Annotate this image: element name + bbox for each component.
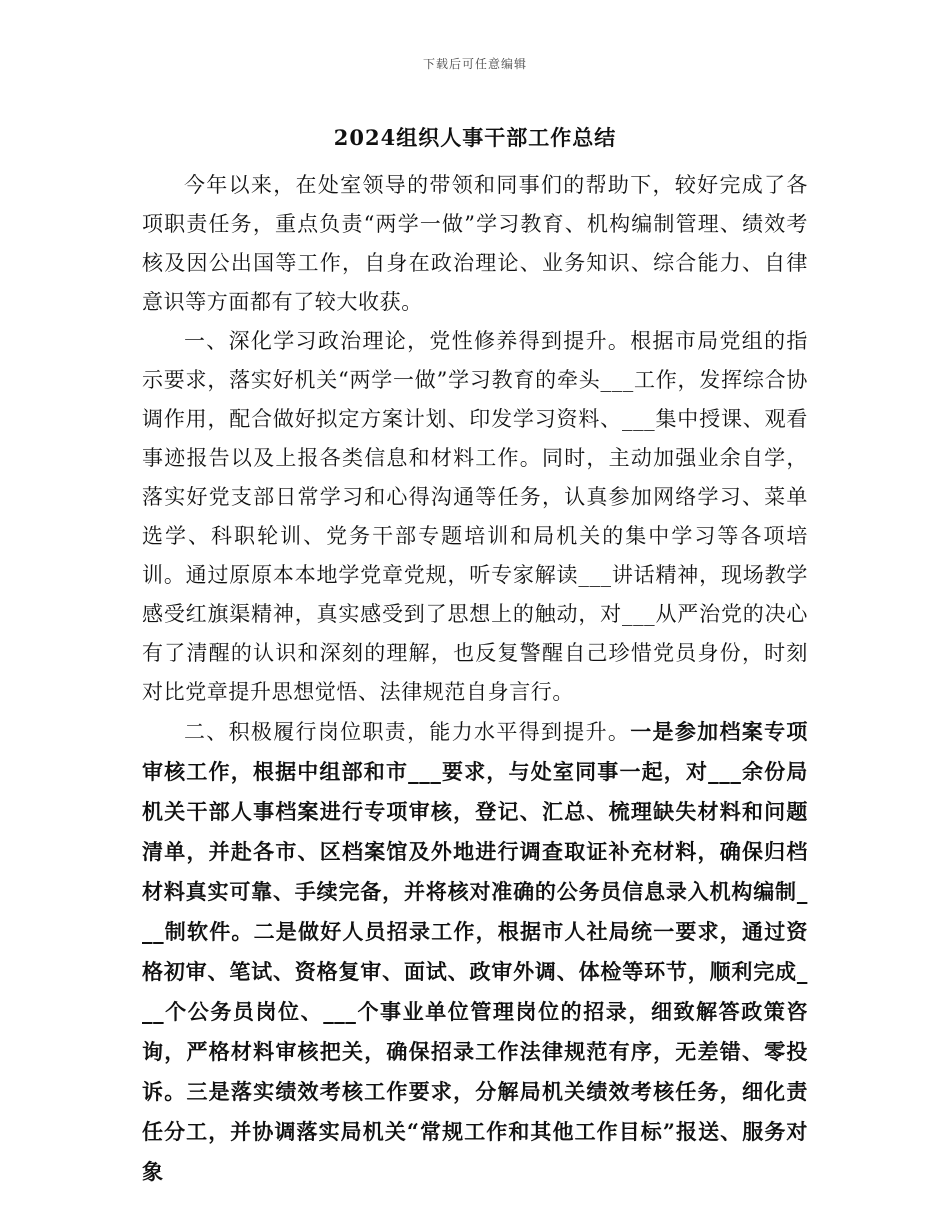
document-body <box>142 166 808 1192</box>
section-two-lead: 二、积极履行岗位职责，能力水平得到提升。 <box>184 720 631 744</box>
section-two-body: 一是参加档案专项审核工作，根据中组部和市___要求，与处室同事一起，对___余份局机关干部人事档案进行专项审核，登记、汇总、梳理缺失材料和问题清单，并赴各市、区档案馆及外地进行调查取证补充材料，确保归档材料真实可靠、手续完备，并将核对准确的公务员信息录入机构编制___制软件。二是做好人员招录工作，根据市人社局统一要求，通过资格初审、笔试、资格复审、面试、政审外调、体检等环节，顺利完成___个公务员岗位、___个事业单位管理岗位的招录，细致解答政策咨询，严格材料审核把关，确保招录工作法律规范有序，无差错、零投诉。三是落实绩效考核工作要求，分解局机关绩效考核任务，细化责任分工，并协调落实局机关“常规工作和其他工作目标”报送、服务对象 <box>142 719 808 1184</box>
paragraph-section-one: 一、深化学习政治理论，党性修养得到提升。根据市局党组的指示要求，落实好机关“两学一做”学习教育的牵头___工作，发挥综合协调作用，配合做好拟定方案计划、印发学习资料、___集中授课、观看事迹报告以及上报各类信息和材料工作。同时，主动加强业余自学，落实好党支部日常学习和心得沟通等任务，认真参加网络学习、菜单选学、科职轮训、党务干部专题培训和局机关的集中学习等各项培训。通过原原本本地学党章党规，听专家解读___讲话精神，现场教学感受红旗渠精神，真实感受到了思想上的触动，对___从严治党的决心有了清醒的认识和深刻的理解，也反复警醒自己珍惜党员身份，时刻对比党章提升思想觉悟、法律规范自身言行。 <box>142 329 808 704</box>
header-note: 下载后可任意编辑 <box>422 57 527 71</box>
document-title: 2024组织人事干部工作总结 <box>333 125 617 150</box>
paragraph-section-two <box>142 712 808 1192</box>
paragraph-intro: 今年以来，在处室领导的带领和同事们的帮助下，较好完成了各项职责任务，重点负责“两学一做”学习教育、机构编制管理、绩效考核及因公出国等工作，自身在政治理论、业务知识、综合能力、自律意识等方面都有了较大收获。 <box>142 173 808 314</box>
